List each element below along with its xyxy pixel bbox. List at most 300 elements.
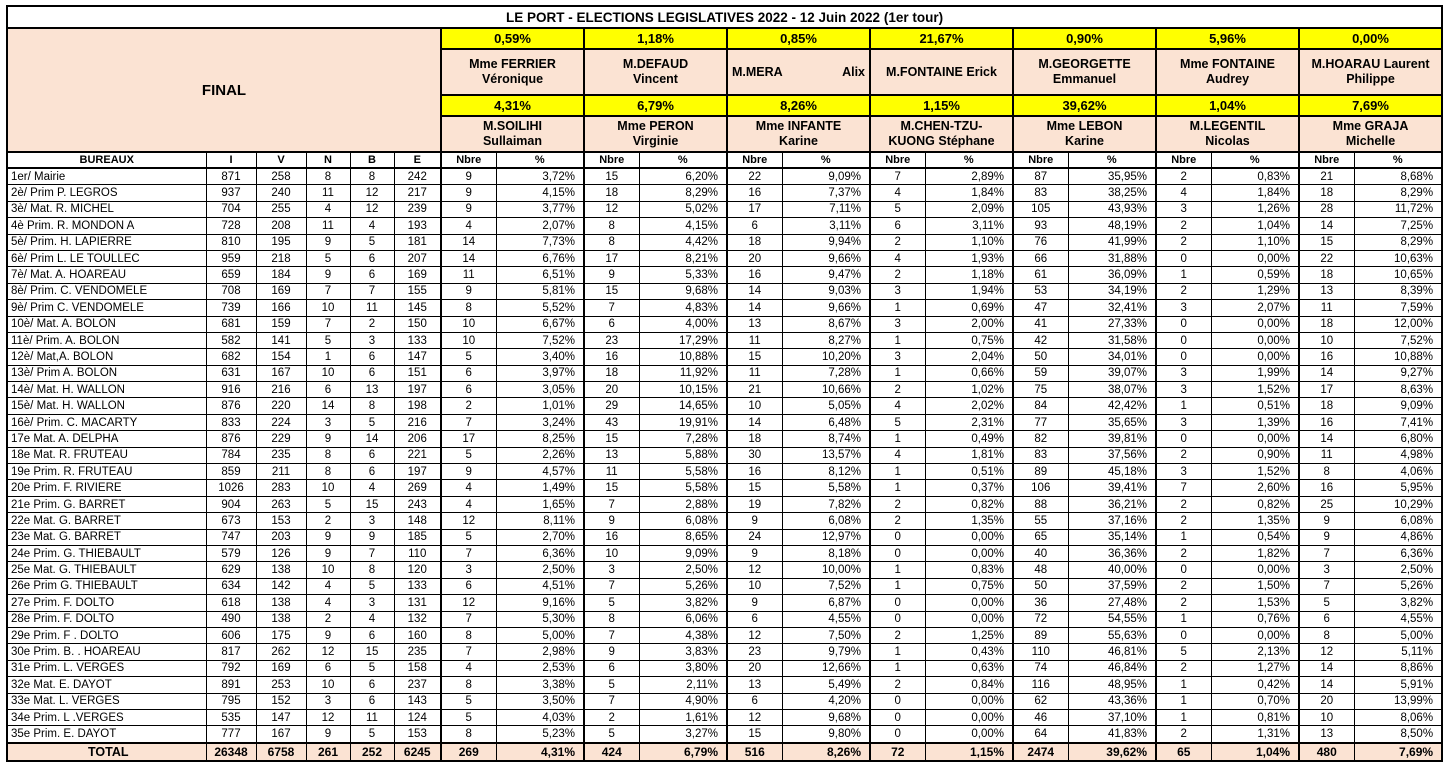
- pct-cell: 10,65%: [1354, 267, 1442, 283]
- nbre-cell: 9: [584, 267, 639, 283]
- stat-cell: 10: [306, 562, 350, 578]
- pct-cell: 4,03%: [496, 709, 584, 725]
- pct-cell: 1,50%: [1211, 578, 1299, 594]
- pct-cell: 0,49%: [925, 431, 1013, 447]
- nbre-cell: 1: [1156, 709, 1211, 725]
- pct-cell: 2,60%: [1211, 480, 1299, 496]
- nbre-cell: 106: [1013, 480, 1068, 496]
- stat-cell: 681: [206, 316, 256, 332]
- stat-cell: 5: [350, 726, 394, 743]
- pct-cell: 5,11%: [1354, 644, 1442, 660]
- nbre-cell: 8: [441, 300, 496, 316]
- nbre-cell: 10: [1299, 709, 1354, 725]
- pct-cell: 40,00%: [1068, 562, 1156, 578]
- stat-cell: 2: [306, 513, 350, 529]
- candidate-bottom-percent-2: 8,26%: [727, 95, 870, 116]
- nbre-cell: 75: [1013, 382, 1068, 398]
- table-row: [7, 693, 1442, 709]
- nbre-cell: 14: [1299, 218, 1354, 234]
- pct-cell: 1,27%: [1211, 660, 1299, 676]
- nbre-cell: 1: [870, 365, 925, 381]
- stat-cell: 5: [350, 414, 394, 430]
- nbre-cell: 72: [1013, 611, 1068, 627]
- nbre-cell: 0: [1156, 316, 1211, 332]
- nbre-cell: 15: [1299, 234, 1354, 250]
- nbre-cell: 8: [584, 234, 639, 250]
- nbre-cell: 14: [727, 283, 782, 299]
- nbre-cell: 9: [584, 644, 639, 660]
- stat-cell: 154: [256, 349, 306, 365]
- stat-cell: 1026: [206, 480, 256, 496]
- nbre-cell: 89: [1013, 464, 1068, 480]
- nbre-cell: 22: [727, 168, 782, 185]
- nbre-cell: 72: [870, 743, 925, 761]
- stat-cell: 263: [256, 496, 306, 512]
- nbre-cell: 4: [441, 496, 496, 512]
- pct-cell: 8,86%: [1354, 660, 1442, 676]
- nbre-cell: 16: [1299, 414, 1354, 430]
- pct-cell: 31,58%: [1068, 332, 1156, 348]
- pct-cell: 2,88%: [639, 496, 727, 512]
- column-header-nbre-1: Nbre: [584, 152, 639, 168]
- stat-cell: 12: [350, 185, 394, 201]
- nbre-cell: 66: [1013, 250, 1068, 266]
- nbre-cell: 4: [870, 398, 925, 414]
- stat-cell: 6758: [256, 743, 306, 761]
- stat-cell: 261: [306, 743, 350, 761]
- candidate-bottom-name-2: Mme INFANTE Karine: [727, 116, 870, 152]
- nbre-cell: 10: [441, 316, 496, 332]
- nbre-cell: 9: [1299, 513, 1354, 529]
- nbre-cell: 2: [870, 513, 925, 529]
- table-row: [7, 398, 1442, 414]
- pct-cell: 0,54%: [1211, 529, 1299, 545]
- candidate-bottom-name-5: M.LEGENTIL Nicolas: [1156, 116, 1299, 152]
- stat-cell: 9: [306, 627, 350, 643]
- total-label-cell: TOTAL: [7, 743, 206, 761]
- stat-cell: 3: [306, 414, 350, 430]
- stat-cell: 5: [306, 332, 350, 348]
- table-row: [7, 709, 1442, 725]
- stat-cell: 11: [350, 709, 394, 725]
- pct-cell: 3,82%: [639, 595, 727, 611]
- nbre-cell: 12: [727, 562, 782, 578]
- nbre-cell: 7: [441, 414, 496, 430]
- nbre-cell: 6: [870, 218, 925, 234]
- stat-cell: 5: [306, 496, 350, 512]
- candidate-top-name-0: Mme FERRIER Véronique: [441, 49, 584, 95]
- column-header-pct-3: %: [925, 152, 1013, 168]
- pct-cell: 3,83%: [639, 644, 727, 660]
- pct-cell: 1,93%: [925, 250, 1013, 266]
- nbre-cell: 5: [870, 201, 925, 217]
- nbre-cell: 0: [1156, 562, 1211, 578]
- stat-cell: 3: [350, 513, 394, 529]
- stat-cell: 138: [256, 611, 306, 627]
- pct-cell: 2,50%: [639, 562, 727, 578]
- stat-cell: 203: [256, 529, 306, 545]
- nbre-cell: 13: [1299, 283, 1354, 299]
- pct-cell: 5,81%: [496, 283, 584, 299]
- stat-cell: 659: [206, 267, 256, 283]
- nbre-cell: 424: [584, 743, 639, 761]
- nbre-cell: 89: [1013, 627, 1068, 643]
- nbre-cell: 10: [584, 545, 639, 561]
- stat-cell: 5: [350, 234, 394, 250]
- pct-cell: 8,63%: [1354, 382, 1442, 398]
- stat-cell: 150: [394, 316, 441, 332]
- nbre-cell: 1: [870, 332, 925, 348]
- pct-cell: 6,76%: [496, 250, 584, 266]
- column-header-pct-6: %: [1354, 152, 1442, 168]
- nbre-cell: 20: [727, 250, 782, 266]
- pct-cell: 3,27%: [639, 726, 727, 743]
- nbre-cell: 13: [727, 316, 782, 332]
- bureau-cell: 27e Prim. F. DOLTO: [7, 595, 206, 611]
- nbre-cell: 64: [1013, 726, 1068, 743]
- candidate-top-name-6: M.HOARAU Laurent Philippe: [1299, 49, 1442, 95]
- pct-cell: 13,99%: [1354, 693, 1442, 709]
- table-row: [7, 382, 1442, 398]
- pct-cell: 1,04%: [1211, 218, 1299, 234]
- table-row: [7, 611, 1442, 627]
- nbre-cell: 18: [727, 234, 782, 250]
- stat-cell: 14: [350, 431, 394, 447]
- pct-cell: 2,70%: [496, 529, 584, 545]
- pct-cell: 2,09%: [925, 201, 1013, 217]
- pct-cell: 4,57%: [496, 464, 584, 480]
- pct-cell: 8,27%: [782, 332, 870, 348]
- table-row: [7, 168, 1442, 185]
- pct-cell: 0,51%: [1211, 398, 1299, 414]
- nbre-cell: 14: [727, 414, 782, 430]
- nbre-cell: 40: [1013, 545, 1068, 561]
- pct-cell: 8,50%: [1354, 726, 1442, 743]
- pct-cell: 0,42%: [1211, 677, 1299, 693]
- nbre-cell: 6: [584, 316, 639, 332]
- nbre-cell: 1: [870, 300, 925, 316]
- pct-cell: 7,73%: [496, 234, 584, 250]
- pct-cell: 10,63%: [1354, 250, 1442, 266]
- nbre-cell: 20: [584, 382, 639, 398]
- nbre-cell: 84: [1013, 398, 1068, 414]
- pct-cell: 35,65%: [1068, 414, 1156, 430]
- pct-cell: 6,06%: [639, 611, 727, 627]
- pct-cell: 32,41%: [1068, 300, 1156, 316]
- pct-cell: 27,33%: [1068, 316, 1156, 332]
- bureau-cell: 28e Prim. F. DOLTO: [7, 611, 206, 627]
- nbre-cell: 14: [1299, 431, 1354, 447]
- pct-cell: 27,48%: [1068, 595, 1156, 611]
- nbre-cell: 269: [441, 743, 496, 761]
- stat-cell: 8: [306, 464, 350, 480]
- pct-cell: 8,21%: [639, 250, 727, 266]
- nbre-cell: 15: [584, 431, 639, 447]
- pct-cell: 3,38%: [496, 677, 584, 693]
- pct-cell: 34,19%: [1068, 283, 1156, 299]
- pct-cell: 45,18%: [1068, 464, 1156, 480]
- stat-cell: 6: [350, 464, 394, 480]
- nbre-cell: 9: [727, 595, 782, 611]
- nbre-cell: 6: [441, 365, 496, 381]
- stat-cell: 120: [394, 562, 441, 578]
- nbre-cell: 88: [1013, 496, 1068, 512]
- stat-cell: 673: [206, 513, 256, 529]
- nbre-cell: 6: [727, 693, 782, 709]
- nbre-cell: 8: [441, 627, 496, 643]
- column-header-b: B: [350, 152, 394, 168]
- pct-cell: 1,52%: [1211, 382, 1299, 398]
- pct-cell: 8,29%: [639, 185, 727, 201]
- column-header-n: N: [306, 152, 350, 168]
- pct-cell: 39,07%: [1068, 365, 1156, 381]
- nbre-cell: 2: [1156, 726, 1211, 743]
- nbre-cell: 1: [870, 480, 925, 496]
- nbre-cell: 7: [441, 545, 496, 561]
- candidate-top-name-1: M.DEFAUD Vincent: [584, 49, 727, 95]
- nbre-cell: 4: [441, 660, 496, 676]
- pct-cell: 9,09%: [639, 545, 727, 561]
- candidate-bottom-percent-5: 1,04%: [1156, 95, 1299, 116]
- nbre-cell: 5: [441, 349, 496, 365]
- nbre-cell: 16: [727, 185, 782, 201]
- nbre-cell: 50: [1013, 578, 1068, 594]
- pct-cell: 3,11%: [782, 218, 870, 234]
- pct-cell: 0,70%: [1211, 693, 1299, 709]
- stat-cell: 3: [350, 332, 394, 348]
- pct-cell: 39,62%: [1068, 743, 1156, 761]
- stat-cell: 195: [256, 234, 306, 250]
- stat-cell: 184: [256, 267, 306, 283]
- stat-cell: 11: [306, 185, 350, 201]
- pct-cell: 6,08%: [1354, 513, 1442, 529]
- pct-cell: 37,10%: [1068, 709, 1156, 725]
- nbre-cell: 16: [584, 529, 639, 545]
- nbre-cell: 7: [584, 496, 639, 512]
- stat-cell: 682: [206, 349, 256, 365]
- candidate-bottom-name-1: Mme PERON Virginie: [584, 116, 727, 152]
- stat-cell: 243: [394, 496, 441, 512]
- pct-cell: 0,84%: [925, 677, 1013, 693]
- nbre-cell: 9: [727, 513, 782, 529]
- pct-cell: 1,10%: [1211, 234, 1299, 250]
- stat-cell: 15: [350, 496, 394, 512]
- nbre-cell: 47: [1013, 300, 1068, 316]
- pct-cell: 0,90%: [1211, 447, 1299, 463]
- nbre-cell: 3: [870, 283, 925, 299]
- stat-cell: 2: [306, 611, 350, 627]
- nbre-cell: 25: [1299, 496, 1354, 512]
- results-body: [7, 168, 1442, 761]
- nbre-cell: 14: [1299, 660, 1354, 676]
- stat-cell: 138: [256, 595, 306, 611]
- stat-cell: 728: [206, 218, 256, 234]
- stat-cell: 8: [350, 168, 394, 185]
- nbre-cell: 3: [1156, 201, 1211, 217]
- stat-cell: 606: [206, 627, 256, 643]
- stat-cell: 4: [306, 595, 350, 611]
- stat-cell: 582: [206, 332, 256, 348]
- pct-cell: 38,25%: [1068, 185, 1156, 201]
- pct-cell: 7,37%: [782, 185, 870, 201]
- pct-cell: 8,12%: [782, 464, 870, 480]
- nbre-cell: 15: [727, 349, 782, 365]
- nbre-cell: 17: [727, 201, 782, 217]
- pct-cell: 7,25%: [1354, 218, 1442, 234]
- stat-cell: 252: [350, 743, 394, 761]
- column-header-pct-5: %: [1211, 152, 1299, 168]
- nbre-cell: 87: [1013, 168, 1068, 185]
- pct-cell: 1,52%: [1211, 464, 1299, 480]
- stat-cell: 6: [350, 349, 394, 365]
- nbre-cell: 0: [1156, 332, 1211, 348]
- stat-cell: 148: [394, 513, 441, 529]
- pct-cell: 2,50%: [496, 562, 584, 578]
- stat-cell: 959: [206, 250, 256, 266]
- pct-cell: 8,74%: [782, 431, 870, 447]
- stat-cell: 4: [350, 480, 394, 496]
- stat-cell: 12: [350, 201, 394, 217]
- pct-cell: 4,31%: [496, 743, 584, 761]
- table-row: [7, 562, 1442, 578]
- pct-cell: 6,67%: [496, 316, 584, 332]
- nbre-cell: 8: [1299, 464, 1354, 480]
- pct-cell: 10,20%: [782, 349, 870, 365]
- pct-cell: 4,15%: [639, 218, 727, 234]
- pct-cell: 5,52%: [496, 300, 584, 316]
- stat-cell: 3: [306, 693, 350, 709]
- stat-cell: 10: [306, 677, 350, 693]
- stat-cell: 193: [394, 218, 441, 234]
- column-header-nbre-4: Nbre: [1013, 152, 1068, 168]
- nbre-cell: 14: [1299, 365, 1354, 381]
- pct-cell: 5,49%: [782, 677, 870, 693]
- pct-cell: 41,99%: [1068, 234, 1156, 250]
- nbre-cell: 1: [870, 464, 925, 480]
- pct-cell: 6,08%: [782, 513, 870, 529]
- bureau-cell: 34e Prim. L .VERGES: [7, 709, 206, 725]
- nbre-cell: 20: [727, 660, 782, 676]
- pct-cell: 10,15%: [639, 382, 727, 398]
- stat-cell: 198: [394, 398, 441, 414]
- stat-cell: 817: [206, 644, 256, 660]
- pct-cell: 9,79%: [782, 644, 870, 660]
- stat-cell: 9: [350, 529, 394, 545]
- stat-cell: 138: [256, 562, 306, 578]
- pct-cell: 2,50%: [1354, 562, 1442, 578]
- stat-cell: 229: [256, 431, 306, 447]
- pct-cell: 4,55%: [1354, 611, 1442, 627]
- pct-cell: 2,02%: [925, 398, 1013, 414]
- nbre-cell: 62: [1013, 693, 1068, 709]
- pct-cell: 37,56%: [1068, 447, 1156, 463]
- pct-cell: 0,00%: [925, 545, 1013, 561]
- nbre-cell: 28: [1299, 201, 1354, 217]
- nbre-cell: 43: [584, 414, 639, 430]
- stat-cell: 916: [206, 382, 256, 398]
- stat-cell: 4: [350, 611, 394, 627]
- pct-cell: 0,82%: [1211, 496, 1299, 512]
- pct-cell: 7,52%: [496, 332, 584, 348]
- pct-cell: 2,31%: [925, 414, 1013, 430]
- stat-cell: 535: [206, 709, 256, 725]
- final-label-cell: FINAL: [7, 28, 441, 152]
- stat-cell: 197: [394, 382, 441, 398]
- pct-cell: 9,47%: [782, 267, 870, 283]
- candidate-bottom-name-6: Mme GRAJA Michelle: [1299, 116, 1442, 152]
- bureau-cell: 11è/ Prim. A. BOLON: [7, 332, 206, 348]
- bureau-cell: 10è/ Mat. A. BOLON: [7, 316, 206, 332]
- pct-cell: 1,29%: [1211, 283, 1299, 299]
- column-header-nbre-6: Nbre: [1299, 152, 1354, 168]
- pct-cell: 0,51%: [925, 464, 1013, 480]
- stat-cell: 631: [206, 365, 256, 381]
- pct-cell: 0,59%: [1211, 267, 1299, 283]
- stat-cell: 6: [350, 677, 394, 693]
- bureau-cell: 2è/ Prim P. LEGROS: [7, 185, 206, 201]
- stat-cell: 169: [256, 283, 306, 299]
- pct-cell: 9,66%: [782, 300, 870, 316]
- nbre-cell: 3: [1156, 414, 1211, 430]
- pct-cell: 8,65%: [639, 529, 727, 545]
- pct-cell: 5,26%: [1354, 578, 1442, 594]
- pct-cell: 36,09%: [1068, 267, 1156, 283]
- stat-cell: 5: [306, 250, 350, 266]
- pct-cell: 9,94%: [782, 234, 870, 250]
- stat-cell: 9: [306, 529, 350, 545]
- stat-cell: 9: [306, 234, 350, 250]
- nbre-cell: 93: [1013, 218, 1068, 234]
- pct-cell: 1,99%: [1211, 365, 1299, 381]
- nbre-cell: 13: [584, 447, 639, 463]
- stat-cell: 6: [350, 693, 394, 709]
- nbre-cell: 1: [870, 644, 925, 660]
- nbre-cell: 7: [441, 644, 496, 660]
- stat-cell: 197: [394, 464, 441, 480]
- stat-cell: 166: [256, 300, 306, 316]
- pct-cell: 0,83%: [1211, 168, 1299, 185]
- nbre-cell: 18: [727, 431, 782, 447]
- table-row: [7, 431, 1442, 447]
- stat-cell: 110: [394, 545, 441, 561]
- pct-cell: 7,41%: [1354, 414, 1442, 430]
- stat-cell: 6: [306, 382, 350, 398]
- stat-cell: 235: [394, 644, 441, 660]
- nbre-cell: 1: [870, 578, 925, 594]
- nbre-cell: 1: [870, 562, 925, 578]
- pct-cell: 0,81%: [1211, 709, 1299, 725]
- pct-cell: 2,89%: [925, 168, 1013, 185]
- nbre-cell: 7: [1299, 545, 1354, 561]
- nbre-cell: 2: [1156, 595, 1211, 611]
- nbre-cell: 9: [727, 545, 782, 561]
- candidate-bottom-percent-6: 7,69%: [1299, 95, 1442, 116]
- nbre-cell: 16: [1299, 480, 1354, 496]
- stat-cell: 240: [256, 185, 306, 201]
- stat-cell: 131: [394, 595, 441, 611]
- stat-cell: 618: [206, 595, 256, 611]
- table-row: [7, 677, 1442, 693]
- table-row: [7, 414, 1442, 430]
- nbre-cell: 13: [1299, 726, 1354, 743]
- pct-cell: 7,28%: [639, 431, 727, 447]
- pct-cell: 10,66%: [782, 382, 870, 398]
- stat-cell: 904: [206, 496, 256, 512]
- pct-cell: 4,55%: [782, 611, 870, 627]
- nbre-cell: 6: [1299, 611, 1354, 627]
- pct-cell: 10,88%: [1354, 349, 1442, 365]
- nbre-cell: 9: [441, 168, 496, 185]
